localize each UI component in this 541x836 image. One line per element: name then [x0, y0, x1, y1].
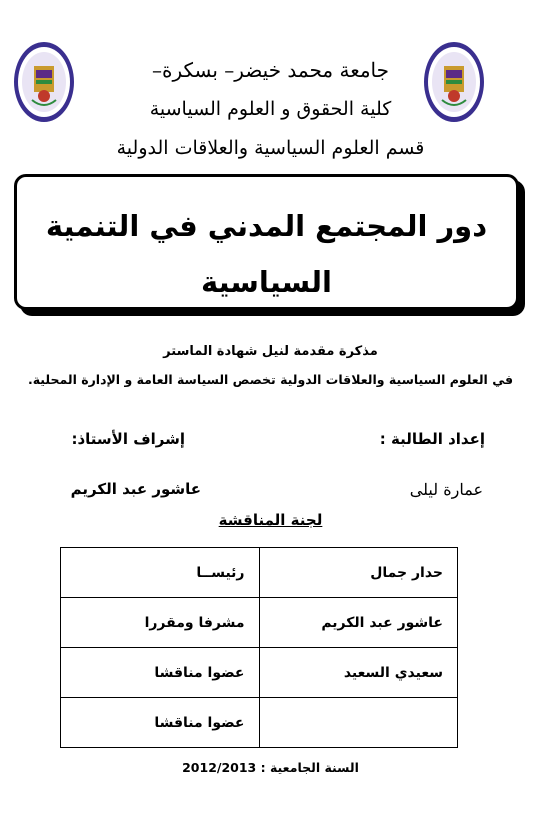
table-row [61, 698, 458, 748]
committee-member-name: سعيدي السعيد [259, 648, 458, 698]
prepared-by-label: إعداد الطالبة : [379, 430, 485, 448]
committee-member-role: عضوا مناقشا [61, 698, 260, 748]
table-row [61, 548, 458, 598]
student-name: عمارة ليلى [409, 480, 483, 499]
memo-line2: في العلوم السياسية والعلاقات الدولية تخصص السياسة العامة و الإدارة المحلية. [27, 372, 514, 387]
supervisor-name: عاشور عبد الكريم [70, 480, 201, 498]
committee-member-name [259, 698, 458, 748]
supervisor-label: إشراف الأستاذ: [71, 430, 185, 448]
committee-member-role: عضوا مناقشا [61, 648, 260, 698]
committee-title: لجنة المناقشة [218, 511, 323, 529]
table-row [61, 648, 458, 698]
committee-table [60, 547, 458, 748]
committee-member-name: عاشور عبد الكريم [259, 598, 458, 648]
committee-member-role: مشرفا ومقررا [61, 598, 260, 648]
thesis-title-line1: دور المجتمع المدني في التنمية [45, 209, 488, 243]
faculty-name: كلية الحقوق و العلوم السياسية [149, 98, 392, 120]
thesis-title-line2: السياسية [200, 265, 332, 299]
department-name: قسم العلوم السياسية والعلاقات الدولية [116, 137, 425, 159]
table-row [61, 598, 458, 648]
academic-year: السنة الجامعية : 2012/2013 [182, 760, 359, 775]
memo-line1: مذكرة مقدمة لنيل شهادة الماستر [163, 344, 378, 359]
committee-member-role: رئيســا [61, 548, 260, 598]
thesis-title [14, 198, 519, 310]
university-name: جامعة محمد خيضر– بسكرة– [151, 58, 390, 82]
committee-member-name: حدار جمال [259, 548, 458, 598]
